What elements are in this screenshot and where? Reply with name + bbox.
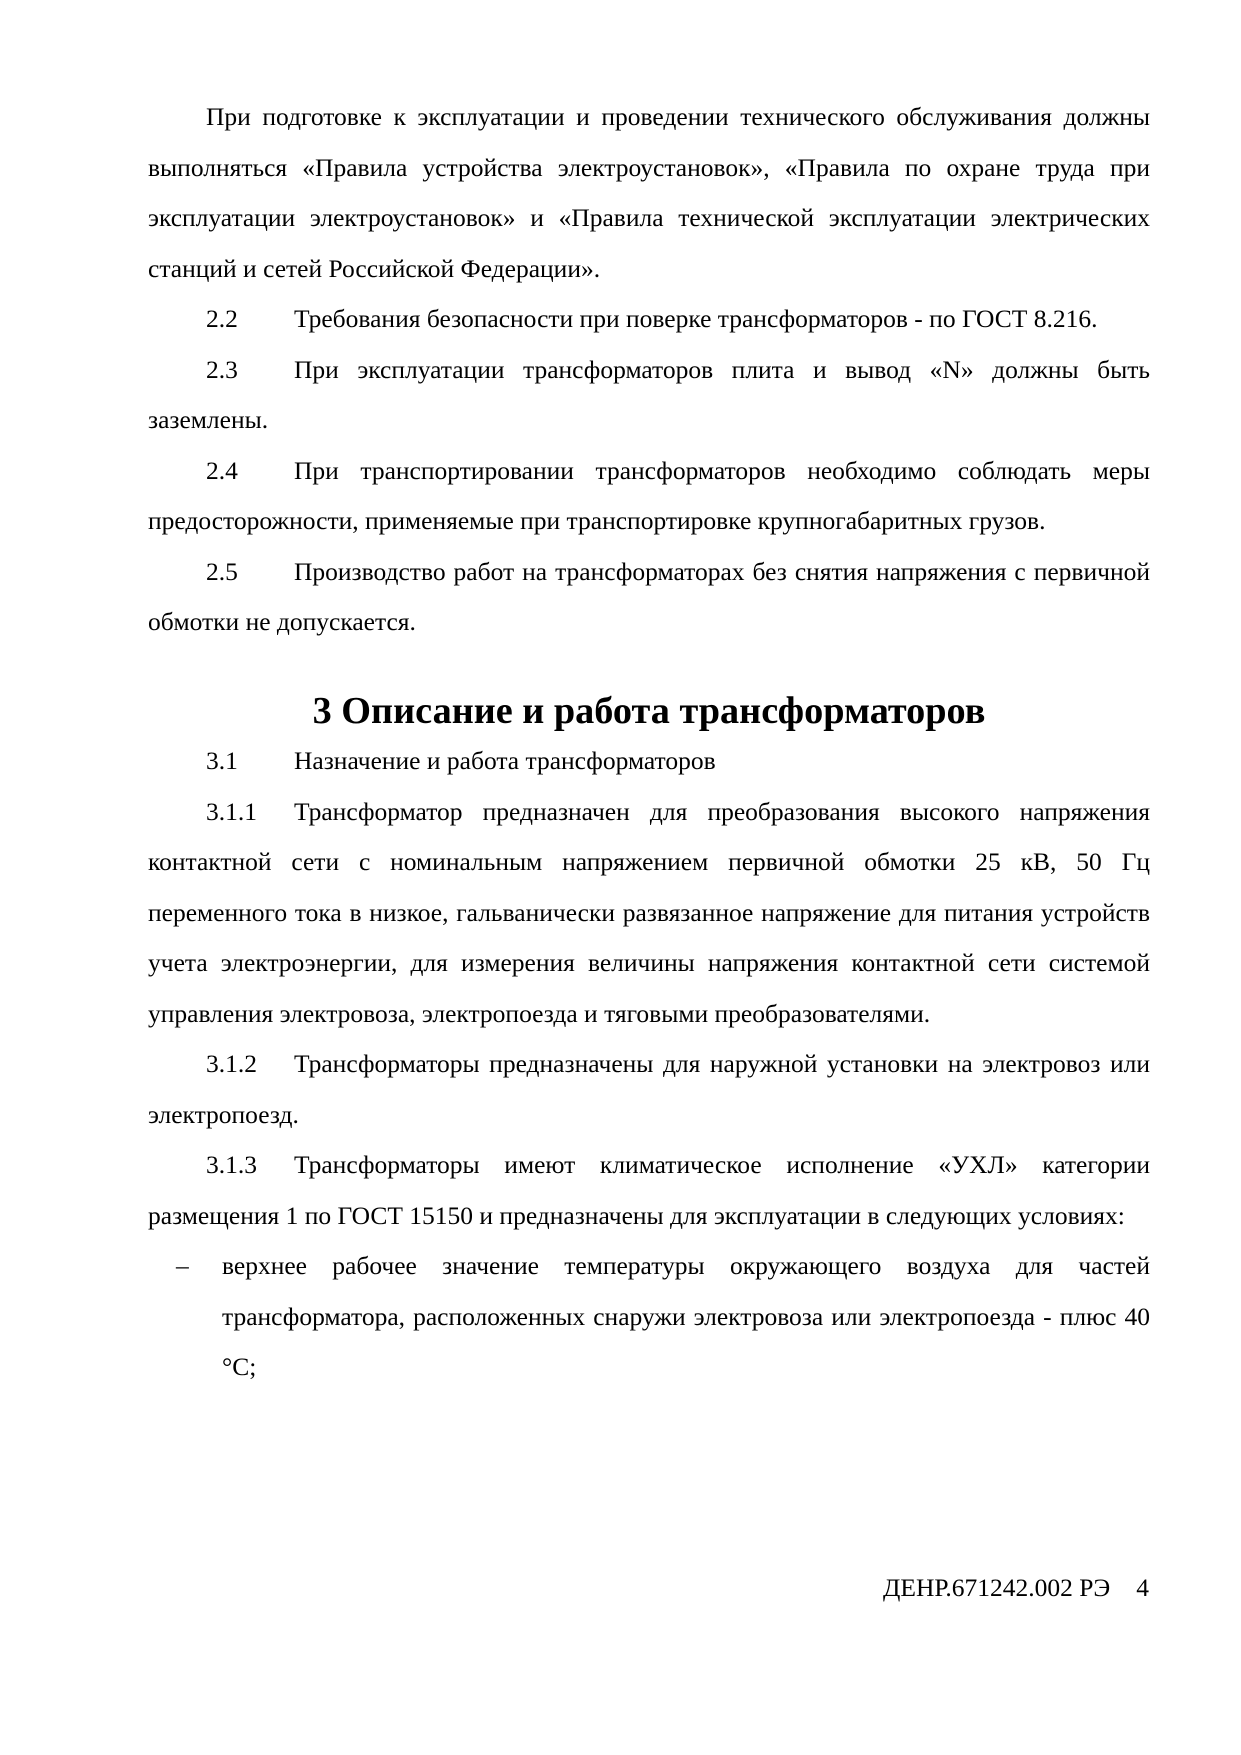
paragraph-3-1-2 [148, 1039, 1150, 1140]
list-item-text: верхнее рабочее значение температуры окружающего воздуха для частей трансформатора, расположенных снаружи электровоза или электропоезда - плюс 40 °С; [222, 1251, 1150, 1381]
intro-paragraph: При подготовке к эксплуатации и проведении технического обслуживания должны выполняться «Правила устройства электроустановок», «Правила по охране труда при эксплуатации электроустановок» и «Правила технической эксплуатации электрических станций и сетей Российской Федерации». [148, 102, 1150, 283]
page-number: 4 [1136, 1573, 1149, 1602]
clause-number: 3.1.1 [206, 796, 257, 826]
clause-text: При эксплуатации трансформаторов плита и вывод «N» должны быть заземлены. [148, 354, 1150, 434]
document-body [148, 92, 1150, 1393]
page-footer [883, 1568, 1149, 1608]
document-code: ДЕНР.671242.002 РЭ [882, 1573, 1111, 1602]
paragraph-2-5 [148, 547, 1150, 648]
clause-number: 3.1.3 [206, 1150, 257, 1179]
clause-text: Производство работ на трансформаторах без снятия напряжения с первичной обмотки не допускается. [148, 556, 1150, 636]
paragraph-3-1 [148, 736, 1150, 787]
clause-text: Назначение и работа трансформаторов [294, 746, 716, 775]
paragraph-2-4 [148, 446, 1150, 547]
clause-number: 2.3 [206, 354, 238, 384]
clause-number: 3.1.2 [206, 1049, 257, 1078]
clause-text: Требования безопасности при поверке трансформаторов - по ГОСТ 8.216. [294, 304, 1098, 333]
clause-number: 2.4 [206, 455, 238, 485]
clause-text: Трансформатор предназначен для преобразования высокого напряжения контактной сети с номинальным напряжением первичной обмотки 25 кВ, 50 Гц переменного тока в низкое, гальванически развязанное напряжение для питания устройств учета электроэнергии, для измерения величины напряжения контактной сети системой управления электровоза, электропоезда и тяговыми преобразователями. [148, 796, 1150, 1028]
paragraph-3-1-1 [148, 787, 1150, 1040]
clause-text: Трансформаторы предназначены для наружной установки на электровоз или электропоезд. [148, 1049, 1150, 1129]
list-dash: – [176, 1251, 189, 1280]
clause-number: 2.2 [206, 304, 238, 333]
clause-number: 2.5 [206, 556, 238, 586]
section-heading: 3 Описание и работа трансформаторов [312, 689, 986, 732]
list-item [148, 1241, 1150, 1393]
clause-text: Трансформаторы имеют климатическое исполнение «УХЛ» категории размещения 1 по ГОСТ 15150 и предназначены для эксплуатации в следующих условиях: [148, 1150, 1150, 1230]
clause-number: 3.1 [206, 746, 238, 775]
clause-text: При транспортировании трансформаторов необходимо соблюдать меры предосторожности, применяемые при транспортировке крупногабаритных грузов. [148, 455, 1150, 535]
paragraph-3-1-3 [148, 1140, 1150, 1241]
paragraph-2-2 [148, 294, 1150, 345]
paragraph-2-3 [148, 345, 1150, 446]
